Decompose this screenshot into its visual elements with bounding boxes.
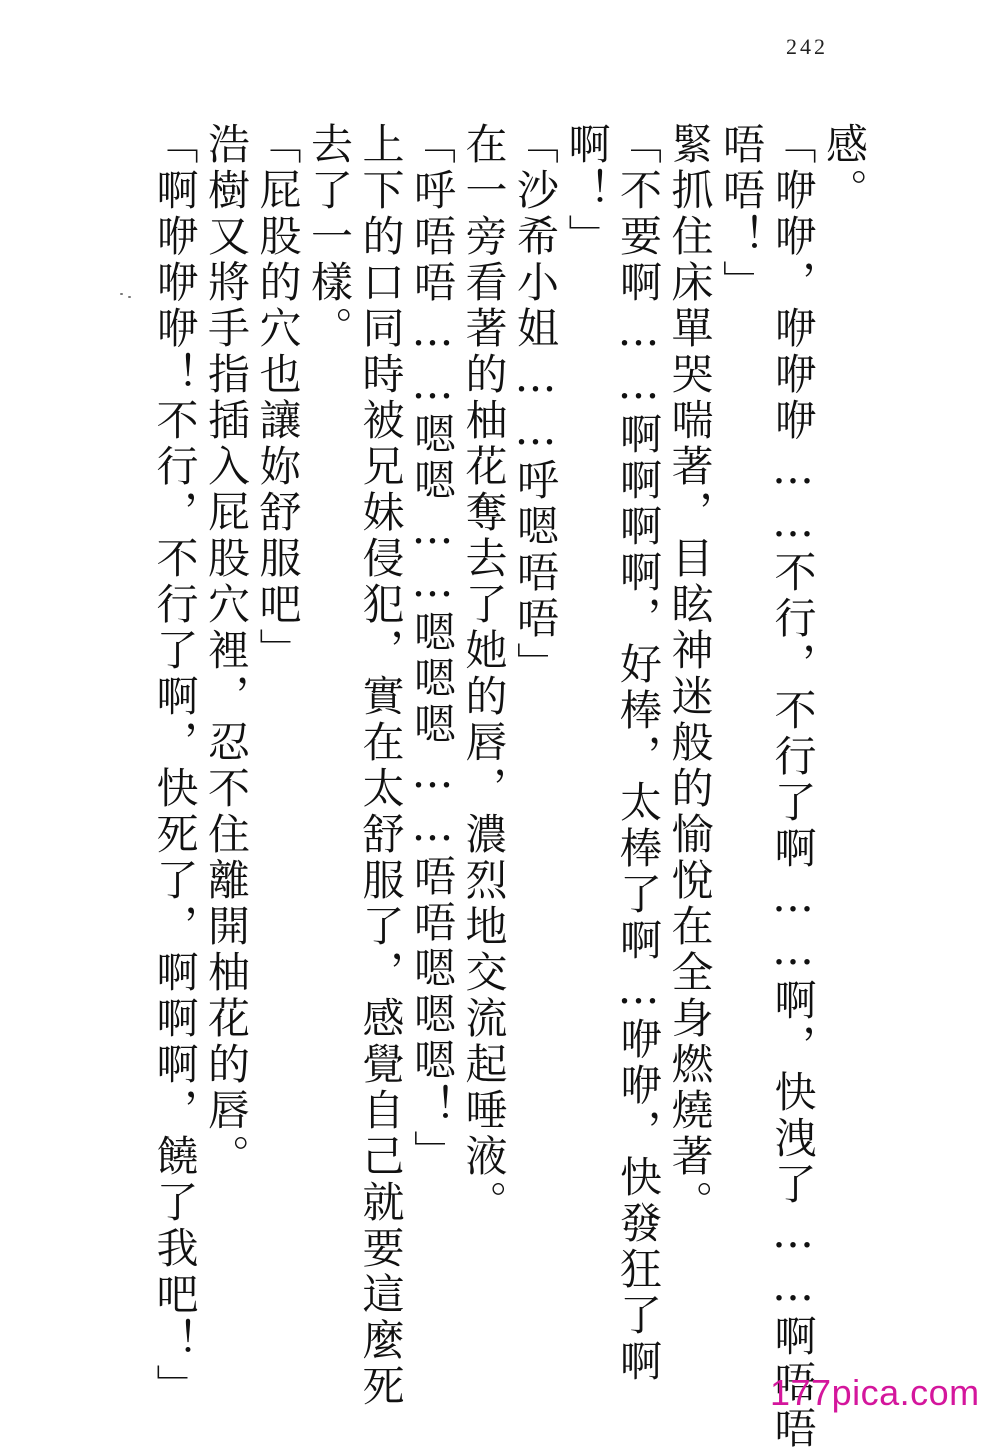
text-line: 浩樹又將手指插入屁股穴裡，忍不住離開柚花的唇。 xyxy=(202,122,251,1180)
text-line: 「沙希小姐……呼嗯唔唔」 xyxy=(511,122,560,688)
vertical-text-body xyxy=(149,122,870,1452)
text-line: 啊！」 xyxy=(562,122,612,260)
text-line: 「啊咿咿咿！不行，不行了啊，快死了，啊啊啊，饒了我吧！」 xyxy=(150,122,200,1410)
text-line: 上下的口同時被兄妹侵犯，實在太舒服了，感覺自己就要這麼死 xyxy=(356,122,406,1410)
text-line: 「咿咿，咿咿咿……不行，不行了啊……啊，快洩了……啊唔唔 xyxy=(768,122,818,1452)
text-line: 緊抓住床單哭喘著，目眩神迷般的愉悅在全身燃燒著。 xyxy=(665,122,715,1226)
watermark-link[interactable]: 177pica.com xyxy=(770,1372,980,1413)
scan-speck xyxy=(128,296,131,298)
text-line: 「屁股的穴也讓妳舒服吧」 xyxy=(253,122,303,674)
page-number: 242 xyxy=(786,34,828,59)
text-line: 去了一樣。 xyxy=(305,122,354,352)
text-line: 唔唔！」 xyxy=(717,122,766,306)
text-line: 「不要啊……啊啊啊啊，好棒，太棒了啊…咿咿，快發狂了啊 xyxy=(614,122,663,1385)
text-line: 感。 xyxy=(820,122,869,214)
scan-speck xyxy=(120,293,123,295)
text-line: 「呼唔唔……嗯嗯……嗯嗯嗯……唔唔嗯嗯嗯！」 xyxy=(408,122,457,1176)
text-line: 在一旁看著的柚花奪去了她的唇，濃烈地交流起唾液。 xyxy=(459,122,509,1226)
